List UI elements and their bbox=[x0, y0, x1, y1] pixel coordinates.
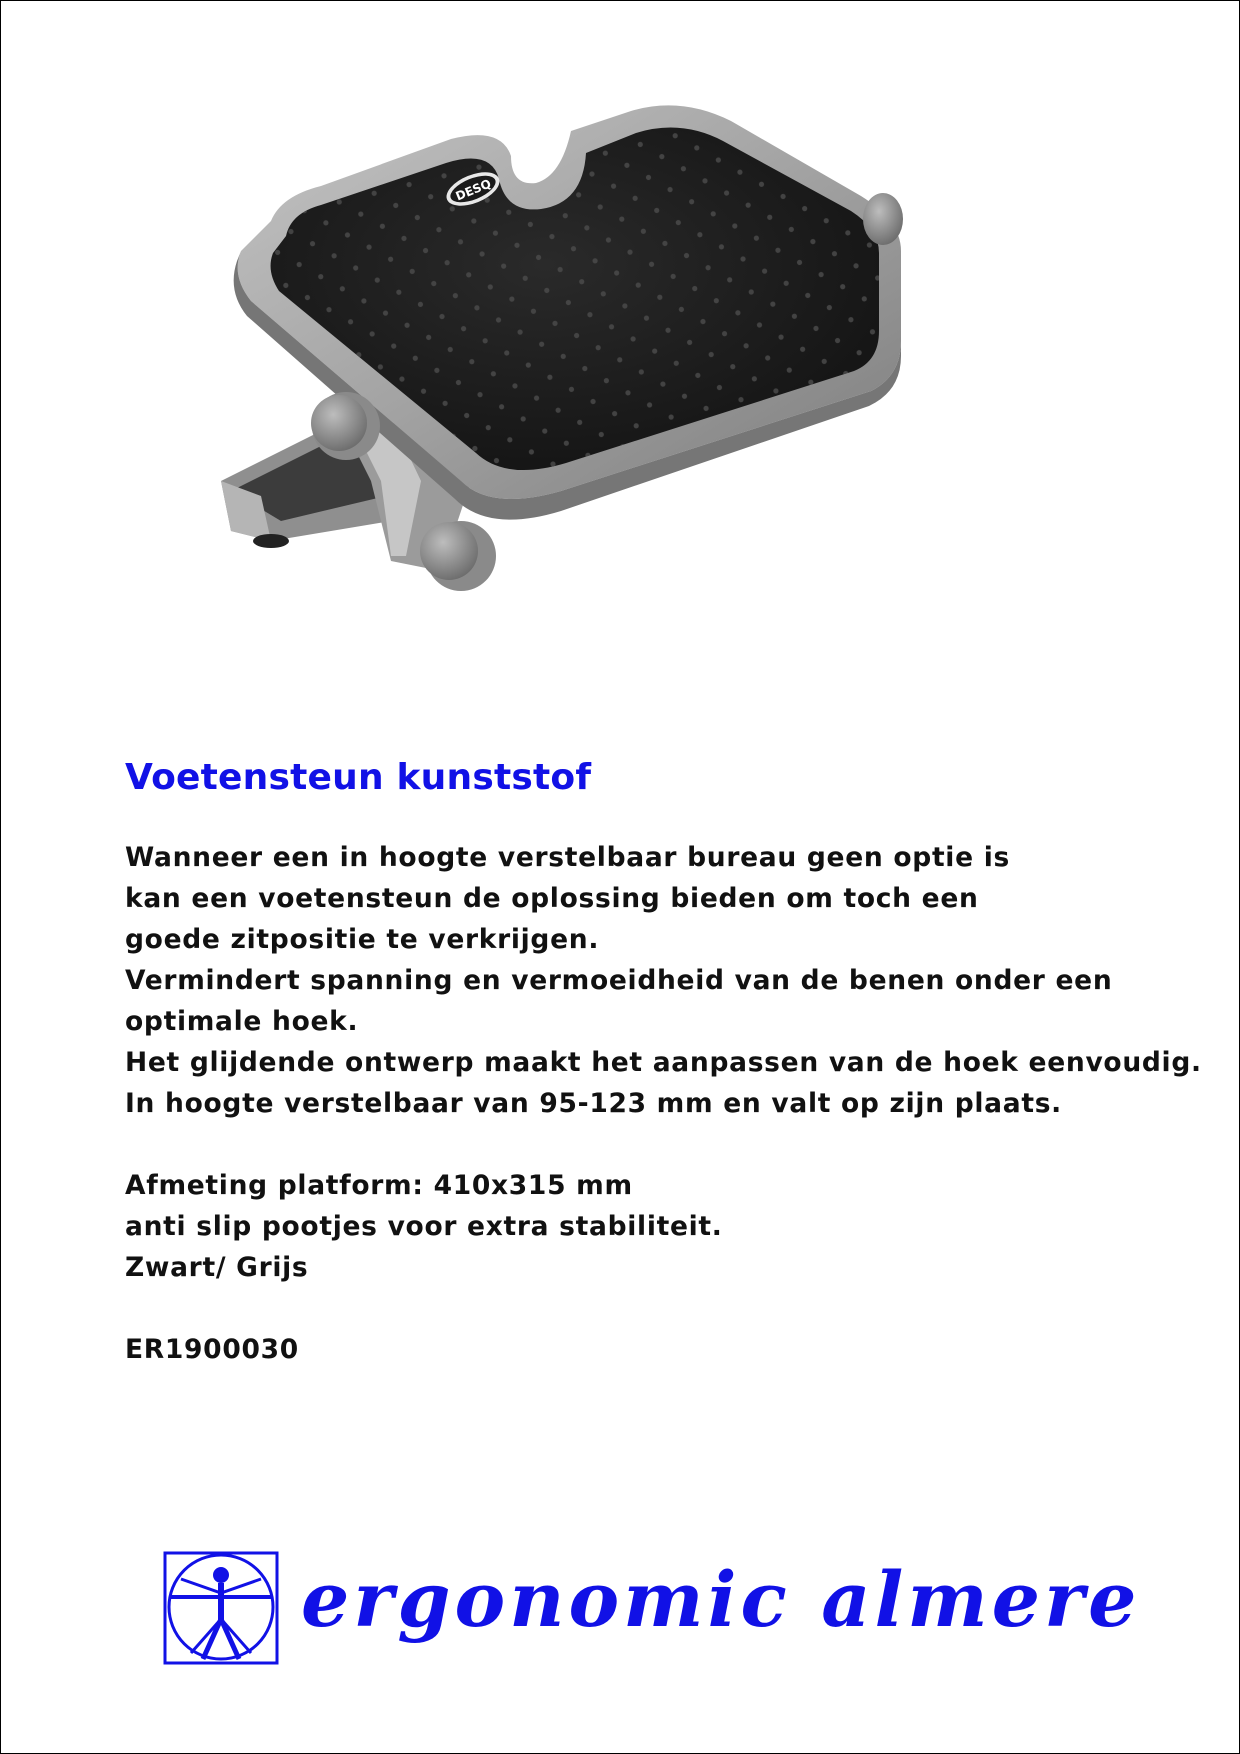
product-description bbox=[125, 837, 1202, 1370]
spec-line: Afmeting platform: 410x315 mm bbox=[125, 1170, 633, 1201]
description-line: Het glijdende ontwerp maakt het aanpassen van de hoek eenvoudig. bbox=[125, 1047, 1202, 1078]
description-line: goede zitpositie te verkrijgen. bbox=[125, 924, 600, 955]
article-number: ER1900030 bbox=[125, 1334, 299, 1365]
description-line: In hoogte verstelbaar van 95-123 mm en valt op zijn plaats. bbox=[125, 1088, 1062, 1119]
description-line: Vermindert spanning en vermoeidheid van de benen onder een bbox=[125, 965, 1113, 996]
description-line: Wanneer een in hoogte verstelbaar bureau geen optie is bbox=[125, 842, 1010, 873]
spec-line: Zwart/ Grijs bbox=[125, 1252, 309, 1283]
brand-name: ergonomic almere bbox=[301, 1555, 1141, 1644]
paragraph-gap bbox=[125, 1288, 1202, 1329]
footrest-product-photo bbox=[211, 101, 1041, 681]
product-logo-text: DESQ bbox=[453, 176, 494, 204]
product-title: Voetensteun kunststof bbox=[125, 757, 592, 798]
spec-line: anti slip pootjes voor extra stabiliteit. bbox=[125, 1211, 723, 1242]
vitruvian-man-icon bbox=[161, 1549, 281, 1667]
paragraph-gap bbox=[125, 1124, 1202, 1165]
brand-logo bbox=[161, 1549, 1141, 1679]
description-line: optimale hoek. bbox=[125, 1006, 359, 1037]
description-line: kan een voetensteun de oplossing bieden om toch een bbox=[125, 883, 979, 914]
